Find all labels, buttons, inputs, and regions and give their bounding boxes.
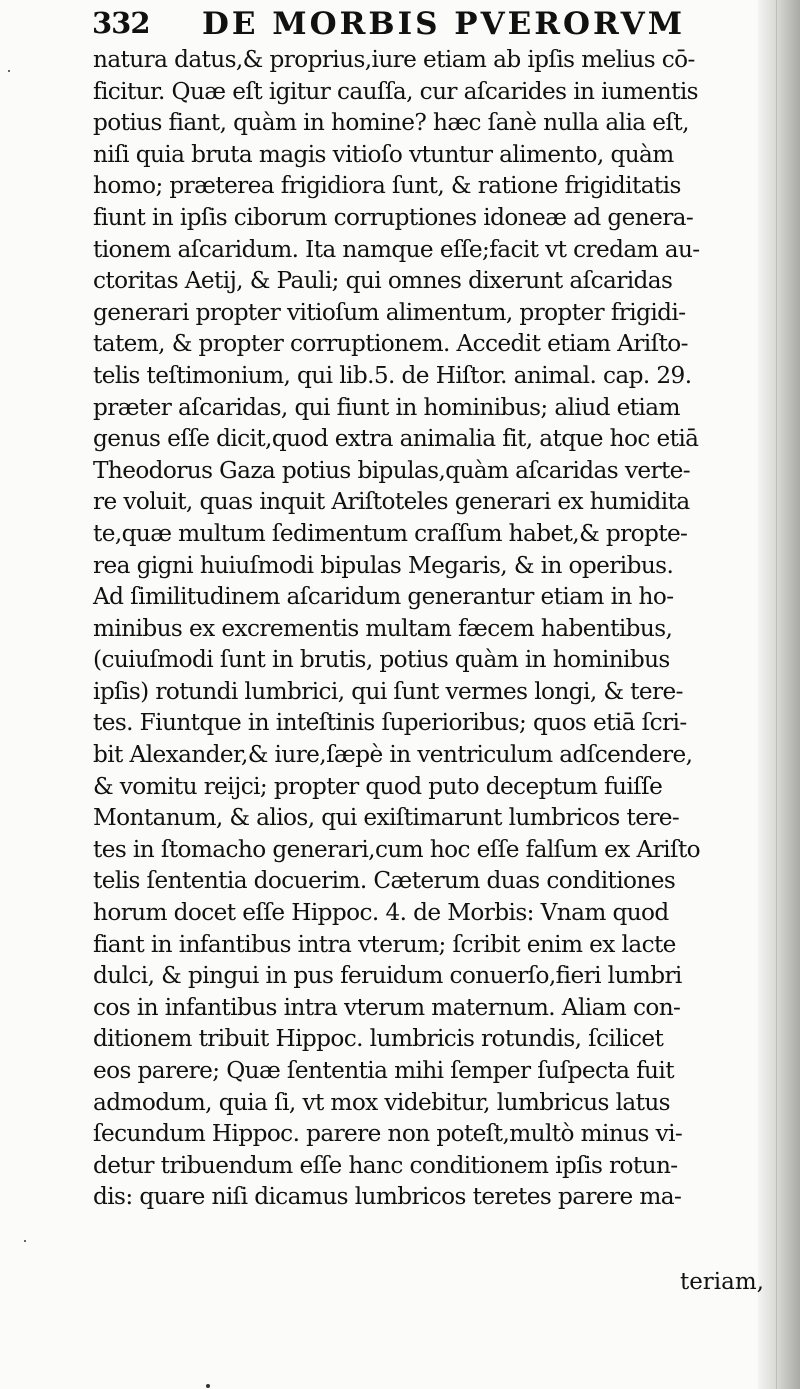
text-line: tes. Fiuntque in inteſtinis ſuperioribus; quos etiā ſcri- [93, 709, 687, 737]
text-line: Theodorus Gaza potius bipulas,quàm aſcaridas verte- [93, 456, 691, 484]
page-header [92, 6, 762, 46]
text-line: niſi quia bruta magis vitioſo vtuntur alimento, quàm [93, 140, 674, 168]
text-line: detur tribuendum eſſe hanc conditionem ipſis rotun- [93, 1151, 678, 1179]
text-line: bit Alexander,& iure,ſæpè in ventriculum adſcendere, [93, 741, 693, 769]
text-line: ſecundum Hippoc. parere non poteſt,multò minus vi- [93, 1120, 683, 1148]
text-line: dulci, & pingui in pus feruidum conuerſo,fieri lumbri [93, 962, 682, 990]
page-gutter-shadow [758, 0, 800, 1389]
text-line: genus eſſe dicit,quod extra animalia fit, atque hoc etiā [93, 425, 699, 453]
text-line: dis: quare niſi dicamus lumbricos teretes parere ma- [93, 1183, 682, 1211]
text-line: ctoritas Aetij, & Pauli; qui omnes dixerunt aſcaridas [93, 267, 673, 295]
catchword: teriam, [679, 1269, 764, 1295]
text-line: fiunt in ipſis ciborum corruptiones idoneæ ad genera- [93, 203, 694, 231]
text-line: telis ſententia docuerim. Cæterum duas conditiones [93, 867, 676, 895]
running-title: DE MORBIS PVERORVM [202, 6, 686, 42]
ink-speck [206, 1384, 210, 1388]
body-text [93, 44, 763, 1213]
text-line: ditionem tribuit Hippoc. lumbricis rotundis, ſcilicet [93, 1025, 664, 1053]
text-line: minibus ex excrementis multam fæcem habentibus, [93, 614, 673, 642]
text-line: rea gigni huiuſmodi bipulas Megaris, & in operibus. [93, 551, 674, 579]
text-line: Ad ſimilitudinem aſcaridum generantur etiam in ho- [93, 583, 674, 611]
text-line: præter aſcaridas, qui fiunt in hominibus; aliud etiam [93, 393, 680, 421]
text-line: tes in ſtomacho generari,cum hoc eſſe falſum ex Ariſto [93, 835, 701, 863]
ink-speck [24, 1240, 26, 1242]
text-line: tatem, & propter corruptionem. Accedit etiam Ariſto- [93, 330, 688, 358]
text-line: generari propter vitioſum alimentum, propter frigidi- [93, 298, 686, 326]
text-line: tionem aſcaridum. Ita namque eſſe;facit vt credam au- [93, 235, 700, 263]
text-line: admodum, quia ſi, vt mox videbitur, lumbricus latus [93, 1088, 670, 1116]
text-line: te,quæ multum ſedimentum craſſum habet,& propte- [93, 519, 688, 547]
ink-speck [8, 70, 10, 72]
text-line: homo; præterea frigidiora ſunt, & ratione frigiditatis [93, 172, 681, 200]
text-line: eos parere; Quæ ſententia mihi ſemper ſuſpecta fuit [93, 1057, 674, 1084]
text-line: fiant in infantibus intra vterum; ſcribit enim ex lacte [93, 930, 676, 958]
text-line: Montanum, & alios, qui exiſtimarunt lumbricos tere- [93, 804, 680, 832]
text-line: (cuiuſmodi ſunt in brutis, potius quàm in hominibus [93, 646, 670, 674]
text-line: ipſis) rotundi lumbrici, qui ſunt vermes longi, & tere- [93, 677, 683, 705]
text-line: cos in infantibus intra vterum maternum. Aliam con- [93, 993, 681, 1021]
text-line: telis teſtimonium, qui lib.5. de Hiſtor. animal. cap. 29. [93, 361, 692, 389]
text-line: horum docet eſſe Hippoc. 4. de Morbis: Vnam quod [93, 899, 669, 927]
text-line: re voluit, quas inquit Ariſtoteles generari ex humidita [93, 488, 690, 516]
text-line: potius fiant, quàm in homine? hæc ſanè nulla alia eſt, [93, 109, 689, 137]
page-number: 332 [92, 6, 150, 40]
text-line: & vomitu reijci; propter quod puto deceptum fuiſſe [93, 772, 663, 800]
text-line: ficitur. Quæ eſt igitur cauſſa, cur aſcarides in iumentis [93, 77, 698, 105]
text-line: natura datus,& proprius,iure etiam ab ipſis melius cō- [93, 46, 695, 73]
